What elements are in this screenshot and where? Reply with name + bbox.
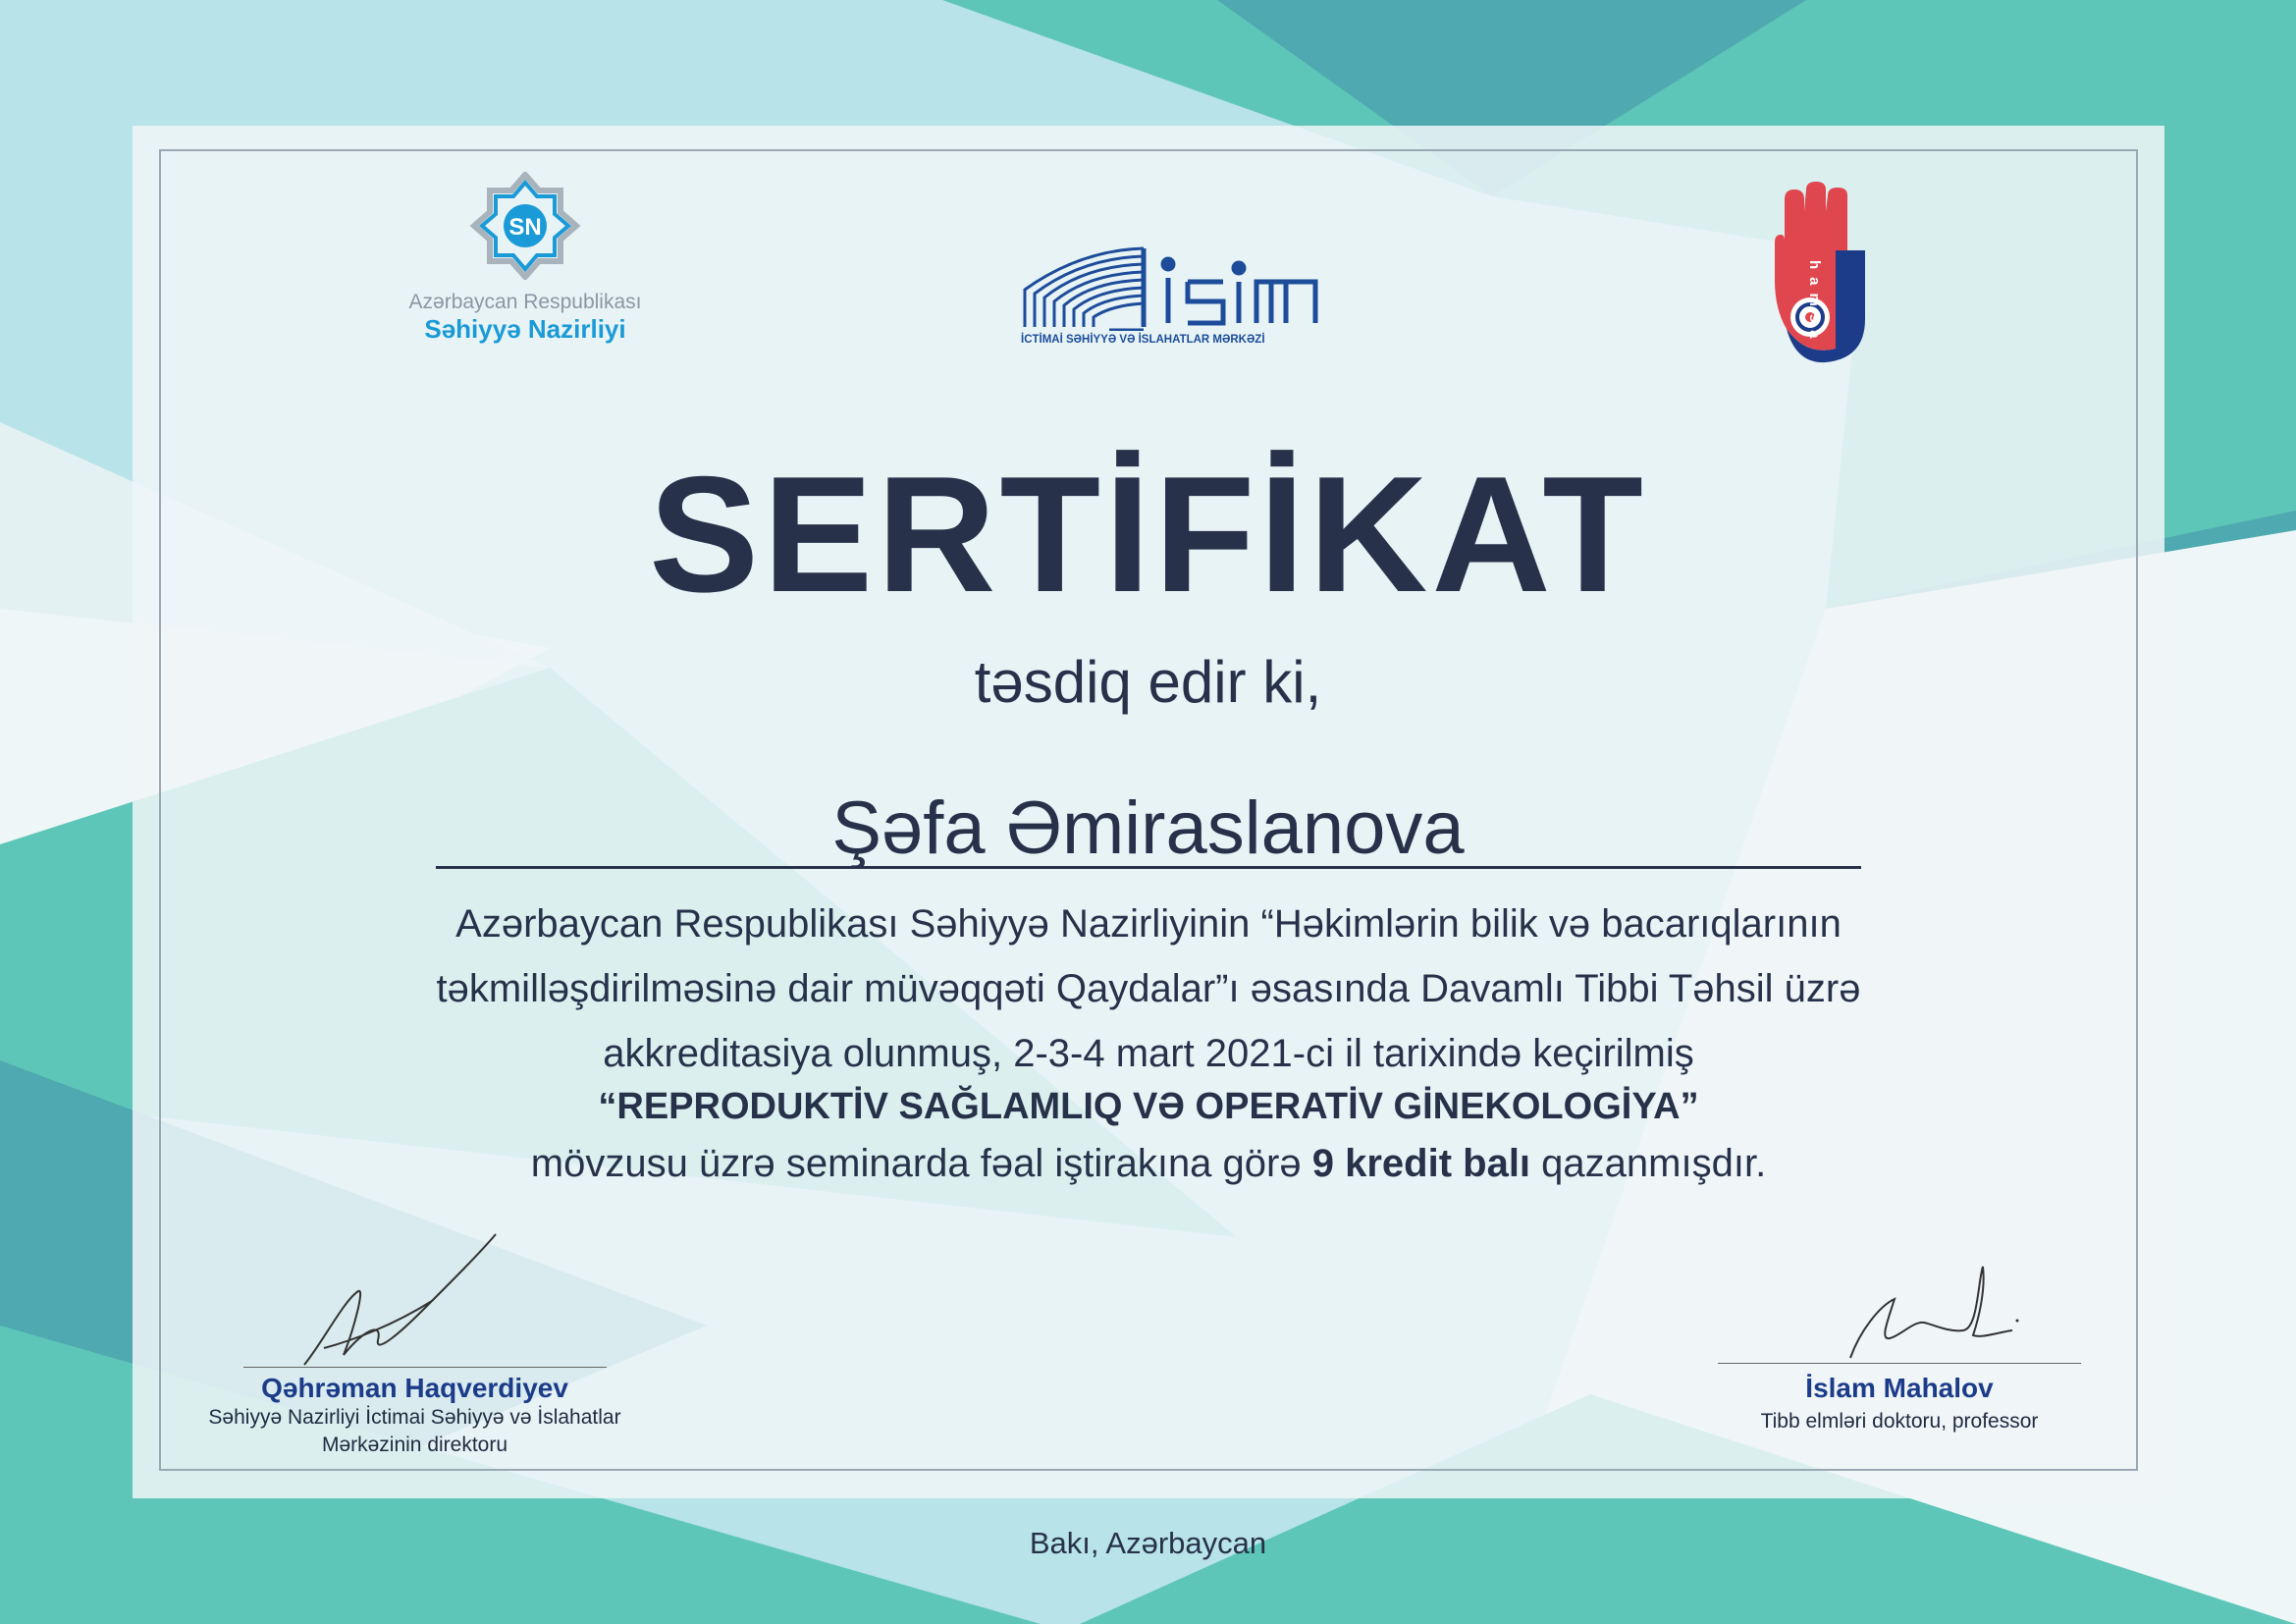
right-signature-image [1841, 1262, 2027, 1365]
left-signatory-name: Qəhrəman Haqverdiyev [261, 1373, 568, 1403]
isim-logo [1021, 241, 1320, 349]
left-signature-line [243, 1367, 607, 1368]
recipient-underline [436, 866, 1861, 869]
body-line-3: akkreditasiya olunmuş, 2-3-4 mart 2021-ci il tarixində keçirilmiş [603, 1032, 1694, 1075]
body-line-2: təkmilləşdirilməsinə dair müvəqqəti Qaydalar”ı əsasında Davamlı Tibbi Təhsil üzrə [436, 967, 1861, 1010]
body-line-1: Azərbaycan Respublikası Səhiyyə Nazirliyinin “Həkimlərin bilik və bacarıqlarının [455, 902, 1842, 946]
left-signatory [167, 1373, 663, 1459]
confirms-text: təsdiq edir ki, [974, 649, 1322, 715]
body-line-5-pre: mövzusu üzrə seminarda fəal iştirakına görə [530, 1142, 1302, 1185]
left-signatory-role-2: Mərkəzinin direktoru [321, 1434, 508, 1456]
body-line-5 [334, 1131, 1963, 1196]
ministry-monogram: SN [508, 214, 542, 241]
left-signature-image [285, 1232, 510, 1375]
right-signatory-name: İslam Mahalov [1805, 1373, 1994, 1403]
right-signature-line [1718, 1363, 2081, 1364]
recipient-name: Şəfa Əmiraslanova [831, 786, 1465, 870]
right-signatory-role: Tibb elmləri doktoru, professor [1760, 1410, 2039, 1433]
ministry-logo-line1: Azərbaycan Respublikası [408, 291, 642, 313]
certificate-body [334, 892, 1963, 1196]
ministry-logo-line2: Səhiyyə Nazirliyi [424, 314, 626, 344]
right-signatory [1708, 1373, 2091, 1435]
hamsa-wordmark: hamsa [1806, 260, 1823, 347]
sn-star-emblem-icon [402, 172, 648, 280]
certificate-title: SERTİFİKAT [649, 442, 1647, 626]
hamsa-logo [1767, 182, 1875, 368]
body-line-5-post: qazanmışdır. [1541, 1142, 1767, 1185]
seminar-topic: “REPRODUKTİV SAĞLAMLIQ VƏ OPERATİV GİNEKOLOGİYA” [598, 1086, 1699, 1127]
footer-location: Bakı, Azərbaycan [1029, 1526, 1267, 1560]
left-signatory-role-1: Səhiyyə Nazirliyi İctimai Səhiyyə və İslahatlar [208, 1406, 621, 1429]
isim-caption: İCTİMAİ SƏHİYYƏ VƏ İSLAHATLAR MƏRKƏZİ [1021, 334, 1265, 346]
ministry-logo [402, 172, 648, 349]
isim-building-emblem-icon [1021, 241, 1320, 331]
credit-points: 9 kredit balı [1311, 1142, 1531, 1185]
